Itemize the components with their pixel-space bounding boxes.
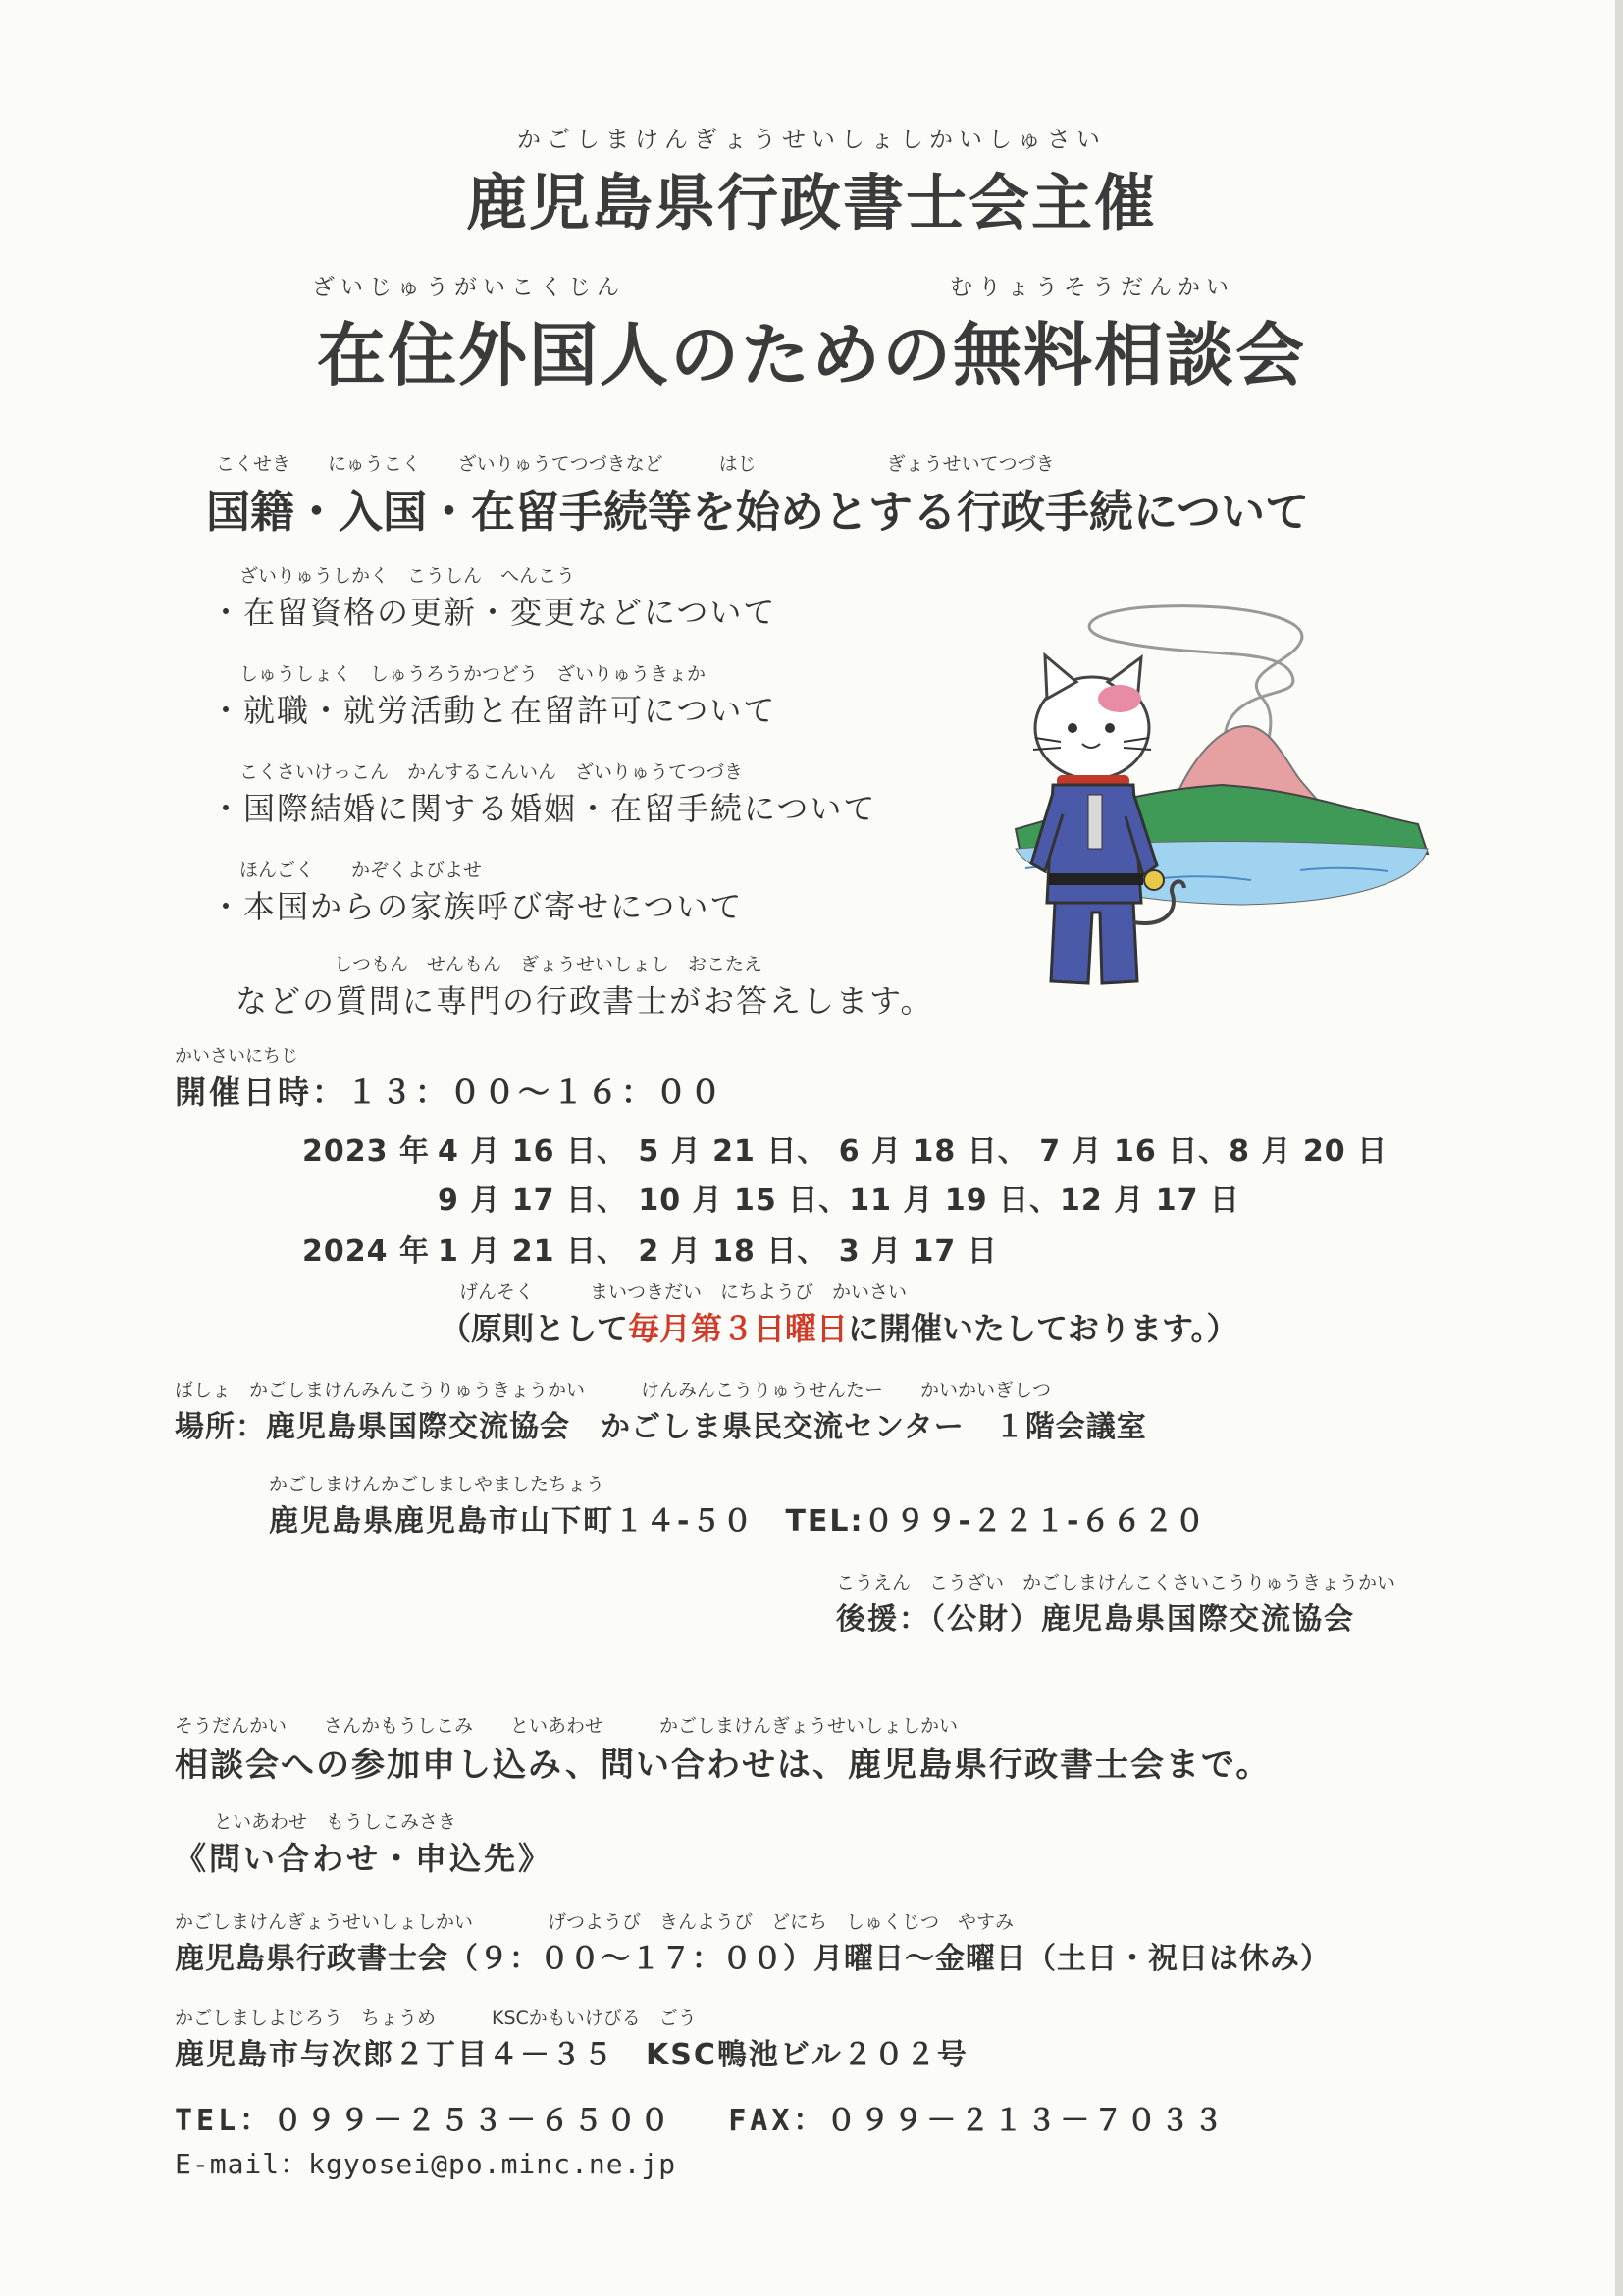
item-ruby: ざいりゅうしかく こうしん へんこう — [239, 565, 576, 587]
topic-ruby: こくせき にゅうこく ざいりゅうてつづきなど はじ ぎょうせいてつづき — [216, 453, 1055, 475]
cat-eye-left — [1068, 723, 1077, 733]
office-email[interactable]: E-mail：kgyosei@po.minc.ne.jp — [175, 2148, 677, 2180]
list-item — [210, 663, 776, 731]
cat-legs — [1051, 903, 1137, 983]
event-ruby-right: むりょうそうだんかい — [950, 275, 1234, 300]
venue-address-ruby: かごしまけんかごしましやましたちょう — [269, 1474, 605, 1495]
item-ruby: こくさいけっこん かんするこんいん ざいりゅうてつづき — [239, 761, 744, 783]
answer-text: などの質問に専門の行政書士がお答えします。 — [236, 981, 934, 1019]
cat-badge — [1088, 795, 1102, 849]
note-highlight: 毎月第３日曜日 — [628, 1309, 849, 1347]
mascot-illustration — [1006, 589, 1457, 1001]
item-text: ・国際結婚に関する婚姻・在留手続について — [210, 789, 877, 827]
support-block — [836, 1572, 1395, 1638]
item-text: ・在留資格の更新・変更などについて — [210, 593, 777, 631]
office-block — [175, 1911, 1331, 1977]
answer-ruby: しつもん せんもん ぎょうせいしょし おこたえ — [334, 954, 763, 975]
office-address-ruby: かごしましよじろう ちょうめ KSCかもいけびる ごう — [175, 2008, 697, 2029]
item-text: ・就職・就労活動と在留許可について — [210, 691, 777, 729]
apply-block — [175, 1715, 1271, 1786]
topic-heading: 国籍・入国・在留手続等を始めとする行政手続について — [206, 485, 1310, 538]
office-address: 鹿児島市与次郎２丁目４－３５ KSC鴨池ビル２０２号 — [175, 2037, 969, 2072]
contact-ruby: といあわせ もうしこみさき — [214, 1811, 457, 1833]
cat-belt — [1049, 873, 1143, 885]
venue-label: 場所：鹿児島県国際交流協会 かごしま県民交流センター １階会議室 — [175, 1409, 1147, 1444]
cat-paw-item — [1144, 870, 1164, 890]
organizer-block — [0, 126, 1623, 241]
venue-block — [175, 1380, 1147, 1445]
item-ruby: ほんごく かぞくよびよせ — [239, 860, 483, 881]
support-text: 後援：（公財）鹿児島県国際交流協会 — [836, 1601, 1355, 1637]
organizer-ruby: かごしまけんぎょうせいしょしかいしゅさい — [517, 126, 1106, 153]
item-text: ・本国からの家族呼び寄せについて — [210, 887, 744, 925]
office-phones: TEL：０９９－２５３－６５００ FAX：０９９－２１３－７０３３ — [175, 2104, 1228, 2138]
venue-ruby: ばしょ かごしまけんみんこうりゅうきょうかい けんみんこうりゅうせんたー かいかいぎしつ — [175, 1380, 1052, 1401]
list-item — [210, 565, 776, 633]
venue-address: 鹿児島県鹿児島市山下町１４-５０ TEL:０９９-２２１-６６２０ — [269, 1503, 1207, 1539]
year-2023: 2023 年 — [302, 1134, 430, 1169]
venue-address-block — [269, 1474, 1206, 1539]
cat-patch — [1098, 685, 1141, 712]
organizer-title: 鹿児島県行政書士会主催 — [465, 166, 1157, 238]
apply-text: 相談会への参加申し込み、問い合わせは、鹿児島県行政書士会まで。 — [175, 1745, 1272, 1785]
apply-ruby: そうだんかい さんかもうしこみ といあわせ かごしまけんぎょうせいしょしかい — [175, 1715, 959, 1737]
dates-row: 4 月 16 日、 5 月 21 日、 6 月 18 日、 7 月 16 日、8 月 20 日 — [438, 1134, 1388, 1169]
office-ruby: かごしまけんぎょうせいしょしかい げつようび きんようび どにち しゅくじつ やすみ — [175, 1911, 1015, 1933]
event-title-block — [0, 300, 1623, 399]
answer-block — [236, 954, 933, 1021]
list-item — [210, 761, 876, 829]
contact-label-block — [175, 1811, 552, 1879]
item-ruby: しゅうしょく しゅうろうかつどう ざいりゅうきょか — [239, 663, 707, 685]
office-address-block — [175, 2008, 969, 2073]
dates-row: 1 月 21 日、 2 月 18 日、 3 月 17 日 — [438, 1234, 998, 1269]
list-item — [210, 860, 743, 927]
topic-block — [206, 453, 1309, 540]
support-ruby: こうえん こうざい かごしまけんこくさいこうりゅうきょうかい — [836, 1572, 1396, 1593]
event-ruby-left: ざいじゅうがいこくじん — [312, 275, 625, 300]
event-title: 在住外国人のための無料相談会 — [317, 315, 1306, 395]
schedule-note — [440, 1281, 1237, 1349]
office-name-hours: 鹿児島県行政書士会（９：００～１７：００）月曜日～金曜日（土日・祝日は休み） — [175, 1941, 1331, 1976]
schedule-block — [175, 1046, 724, 1113]
schedule-ruby: かいさいにちじ — [175, 1046, 298, 1067]
schedule-time: 開催日時：１３：００～１６：００ — [175, 1072, 725, 1111]
note-ruby: げんそく まいつきだい にちようび かいさい — [459, 1281, 908, 1303]
cat-eye-right — [1105, 723, 1115, 733]
year-2024: 2024 年 — [302, 1234, 430, 1269]
note-open: （原則として — [440, 1309, 629, 1347]
contact-label: 《問い合わせ・申込先》 — [175, 1839, 553, 1877]
note-close: に開催いたしております。） — [848, 1309, 1238, 1347]
dates-row: 9 月 17 日、 10 月 15 日、11 月 19 日、12 月 17 日 — [438, 1183, 1240, 1218]
